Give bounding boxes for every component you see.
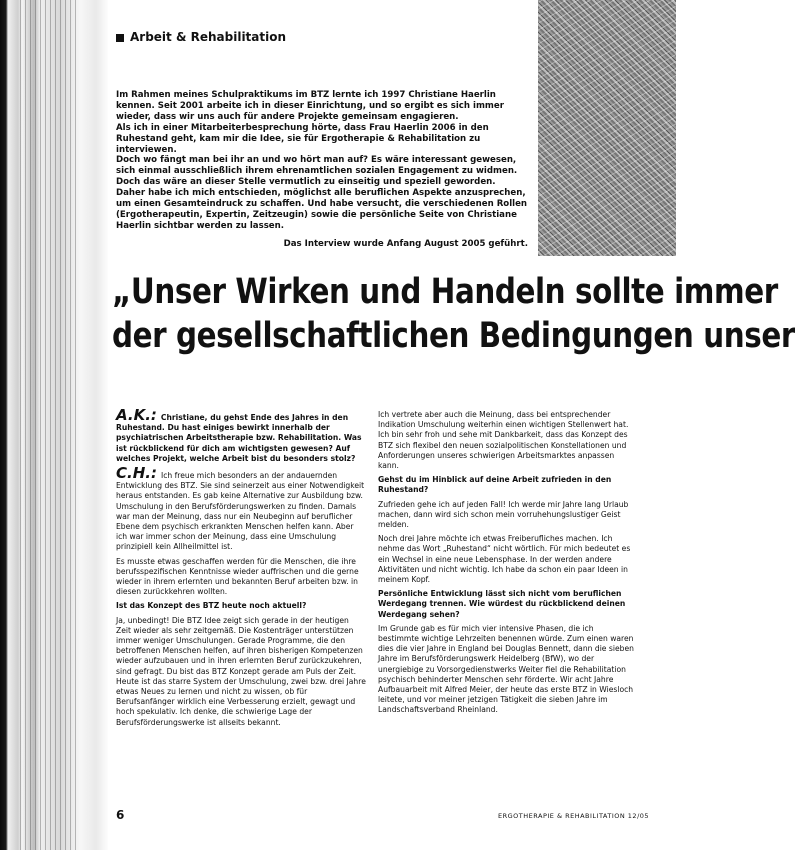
book-spine — [0, 0, 108, 850]
question: Gehst du im Hinblick auf deine Arbeit zufrieden in den Ruhestand? — [378, 475, 612, 495]
paragraph: Noch drei Jahre möchte ich etwas Freiberufliches machen. Ich nehme das Wort „Ruhestand“ nicht wörtlich. Für mich bedeutet es ein Wechsel in eine neue Lebensphase. In der werden andere Aktivitäten und nicht wichtig. Ich habe da schon ein paar Ideen in meinem Kopf. — [378, 534, 631, 585]
paragraph: Es musste etwas geschaffen werden für die Menschen, die ihre berufsspezifischen Kenntnisse wieder auffrischen und die gerne wieder in ihrem erlernten und bekannten Beruf arbeiten bzw. in diesen zurückkehren wollten. — [116, 556, 359, 597]
portrait-photo — [538, 0, 676, 256]
question: Persönliche Entwicklung lässt sich nicht vom beruflichen Werdegang trennen. Wie würdest du rückblickend deinen Werdegang sehen? — [378, 589, 626, 619]
section-header: Arbeit & Rehabilitation — [116, 30, 286, 44]
speaker-mark: A.K.: — [116, 406, 157, 424]
journal-footer: ERGOTHERAPIE & REHABILITATION 12/05 — [498, 812, 650, 820]
headline-line: „Unser Wirken und Handeln sollte immer — [112, 272, 778, 312]
speaker-mark: C.H.: — [116, 464, 157, 483]
paragraph: A.K.: Christiane, du gehst Ende des Jahres in den Ruhestand. Du hast einiges bewirkt innerhalb der psychiatrischen Arbeitstherapie bzw. Rehabilitation. Was ist rückblickend für dich am wichtigsten gewesen? Auf welches Projekt, welche Arbeit bist du besonders stolz? — [116, 406, 362, 463]
headline-line: der gesellschaftlichen Bedingungen unser — [112, 316, 795, 356]
paragraph: Ja, unbedingt! Die BTZ Idee zeigt sich gerade in der heutigen Zeit wieder als sehr zeitgemäß. Die Kostenträger unterstützen immer weniger Umschulungen. Gerade Programme, die den betroffenen Menschen helfen, auf ihren bisherigen Kompetenzen wieder aufzubauen und in ihren erlernten Beruf zurückzukehren, sind gefragt. Du bist das BTZ Konzept gerade am Puls der Zeit. Heute ist das starre System der Umschulung, zwei bzw. drei Jahre etwas Neues zu lernen und nicht zu wissen, ob für Berufsanfänger wirklich eine Verbesserung erzielt, gewagt und hoch spekulativ. Ich denke, die schwierige Lage der Berufsförderungswerke ist allseits bekannt. — [116, 615, 366, 727]
column-left — [116, 406, 366, 732]
square-bullet-icon — [116, 34, 124, 42]
intro-paragraph: Als ich in einer Mitarbeiterbesprechung hörte, dass Frau Haerlin 2006 in den Ruhestand geht, kam mir die Idee, sie für Ergotherapie & Rehabilitation zu interviewen. — [116, 122, 489, 155]
page — [108, 0, 795, 850]
paragraph: Im Grunde gab es für mich vier intensive Phasen, die ich bestimmte wichtige Lehrzeiten benennen würde. Zum einen waren dies die vier Jahre in England bei Douglas Bennett, dann die sieben Jahre im Berufsförderungswerk Heidelberg (BfW), wo der unergiebige zu Vorsorgedienstwerks Weiter fiel die Rehabilitation psychisch behinderter Menschen sehr förderte. Wir acht Jahre Aufbauarbeit mit Alfred Meier, der heute das erste BTZ in Wiesloch leitete, und vor meiner jetzigen Tätigkeit die sieben Jahre im Landschaftsverband Rheinland. — [378, 623, 634, 715]
page-number: 6 — [116, 808, 125, 822]
question: Ist das Konzept des BTZ heute noch aktuell? — [116, 601, 307, 611]
intro-paragraph: Daher habe ich mich entschieden, möglichst alle beruflichen Aspekte anzusprechen, um einen Gesamteindruck zu schaffen. Und habe versucht, die verschiedenen Rollen (Ergotherapeutin, Expertin, Zeitzeugin) sowie die persönliche Seite von Christiane Haerlin sichtbar werden zu lassen. — [116, 188, 528, 231]
interview-date-note: Das Interview wurde Anfang August 2005 geführt. — [283, 239, 528, 249]
intro-text — [116, 90, 528, 232]
headline — [112, 270, 795, 358]
paragraph: Zufrieden gehe ich auf jeden Fall! Ich werde mir Jahre lang Urlaub machen, dann wird sich schon mein vorruhehungslustiger Geist melden. — [378, 499, 629, 530]
column-right — [378, 410, 636, 720]
intro-paragraph: Im Rahmen meines Schulpraktikums im BTZ lernte ich 1997 Christiane Haerlin kennen. Seit 2001 arbeite ich in dieser Einrichtung, und so ergibt es sich immer wieder, dass wir uns auch für andere Projekte gemeinsam engagieren. — [116, 90, 504, 122]
intro-paragraph: Doch wo fängt man bei ihr an und wo hört man auf? Es wäre interessant gewesen, sich einmal ausschließlich ihrem ehrenamtlichen sozialen Engagement zu widmen. Doch das wäre an dieser Stelle vermutlich zu einseitig und speziell geworden. — [116, 155, 518, 188]
paragraph: Ich vertrete aber auch die Meinung, dass bei entsprechender Indikation Umschulung weiterhin einen wichtigen Stellenwert hat. Ich bin sehr froh und sehe mit Dankbarkeit, dass das Konzept des BTZ sich flexibel den neuen sozialpolitischen Konstellationen und Anforderungen unseres schwierigen Arbeitsmarktes anpassen kann. — [378, 410, 629, 471]
paragraph: C.H.: Ich freue mich besonders an der andauernden Entwicklung des BTZ. Sie sind seinerzeit aus einer Notwendigkeit heraus entstanden. Es gab keine Alternative zur Ausbildung bzw. Umschulung in den Berufsförderungswerken zu finden. Damals war man der Meinung, dass nur ein Neubeginn auf beruflicher Ebene dem psychisch erkrankten Menschen helfen kann. Aber ich war immer schon der Meinung, dass eine Umschulung prinzipiell kein Allheilmittel ist. — [116, 464, 365, 552]
